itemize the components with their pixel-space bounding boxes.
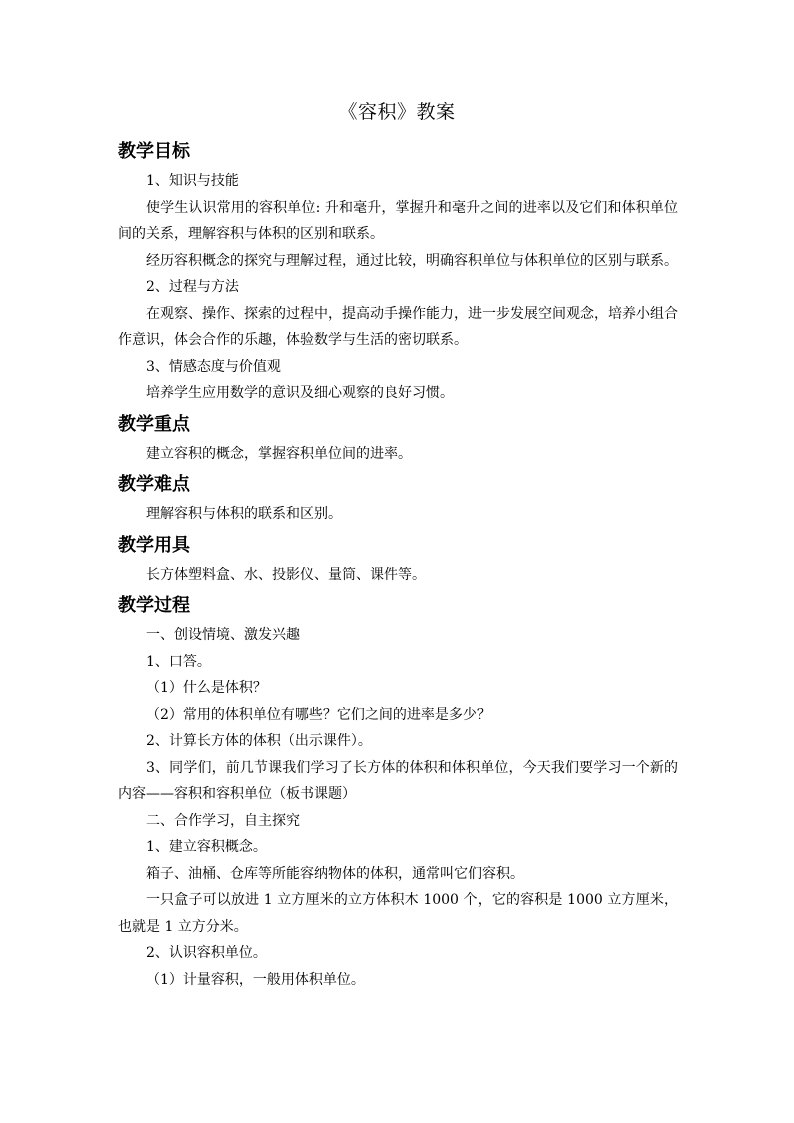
section-heading: 教学用具 bbox=[118, 534, 190, 556]
paragraph: 3、同学们，前几节课我们学习了长方体的体积和体积单位，今天我们要学习一个新的内容——容积和容积单位（板书课题） bbox=[118, 759, 678, 802]
paragraph: （1）计量容积，一般用体积单位。 bbox=[146, 971, 365, 988]
paragraph: 1、口答。 bbox=[146, 653, 211, 670]
paragraph: 2、过程与方法 bbox=[146, 279, 239, 295]
paragraph: 在观察、操作、探索的过程中，提高动手操作能力，进一步发展空间观念，培养小组合作意识，体会合作的乐趣，体验数学与生活的密切联系。 bbox=[118, 305, 678, 348]
document-title: 《容积》教案 bbox=[338, 101, 456, 123]
section-heading: 教学目标 bbox=[118, 141, 190, 162]
paragraph: 一、创设情境、激发兴趣 bbox=[146, 627, 300, 643]
paragraph: 箱子、油桶、仓库等所能容纳物体的体积，通常叫它们容积。 bbox=[146, 865, 524, 882]
paragraph: 二、合作学习，自主探究 bbox=[146, 812, 300, 829]
paragraph: 培养学生应用数学的意识及细心观察的良好习惯。 bbox=[146, 385, 454, 401]
section-heading: 教学过程 bbox=[118, 595, 190, 616]
paragraph: 经历容积概念的探究与理解过程，通过比较，明确容积单位与体积单位的区别与联系。 bbox=[146, 252, 678, 269]
paragraph: 2、认识容积单位。 bbox=[146, 945, 267, 961]
paragraph: 3、情感态度与价值观 bbox=[146, 358, 281, 375]
paragraph: 2、计算长方体的体积（出示课件）。 bbox=[146, 733, 372, 749]
paragraph: 1、知识与技能 bbox=[146, 173, 239, 189]
section-heading: 教学难点 bbox=[118, 474, 190, 495]
paragraph: （2）常用的体积单位有哪些？它们之间的进率是多少？ bbox=[146, 706, 491, 723]
paragraph: 使学生认识常用的容积单位: 升和毫升，掌握升和毫升之间的进率以及它们和体积单位间的关系，理解容积与体积的区别和联系。 bbox=[118, 199, 678, 242]
document-body bbox=[118, 134, 678, 993]
paragraph: 1、建立容积概念。 bbox=[146, 839, 267, 855]
paragraph: 一只盒子可以放进 1 立方厘米的立方体积木 1000 个，它的容积是 1000 立方厘米，也就是 1 立方分米。 bbox=[118, 892, 678, 935]
paragraph: 长方体塑料盒、水、投影仪、量筒、课件等。 bbox=[146, 566, 426, 583]
paragraph: （1）什么是体积？ bbox=[146, 680, 267, 696]
paragraph: 建立容积的概念，掌握容积单位间的进率。 bbox=[146, 445, 412, 462]
paragraph: 理解容积与体积的联系和区别。 bbox=[146, 506, 342, 522]
section-heading: 教学重点 bbox=[118, 413, 190, 435]
